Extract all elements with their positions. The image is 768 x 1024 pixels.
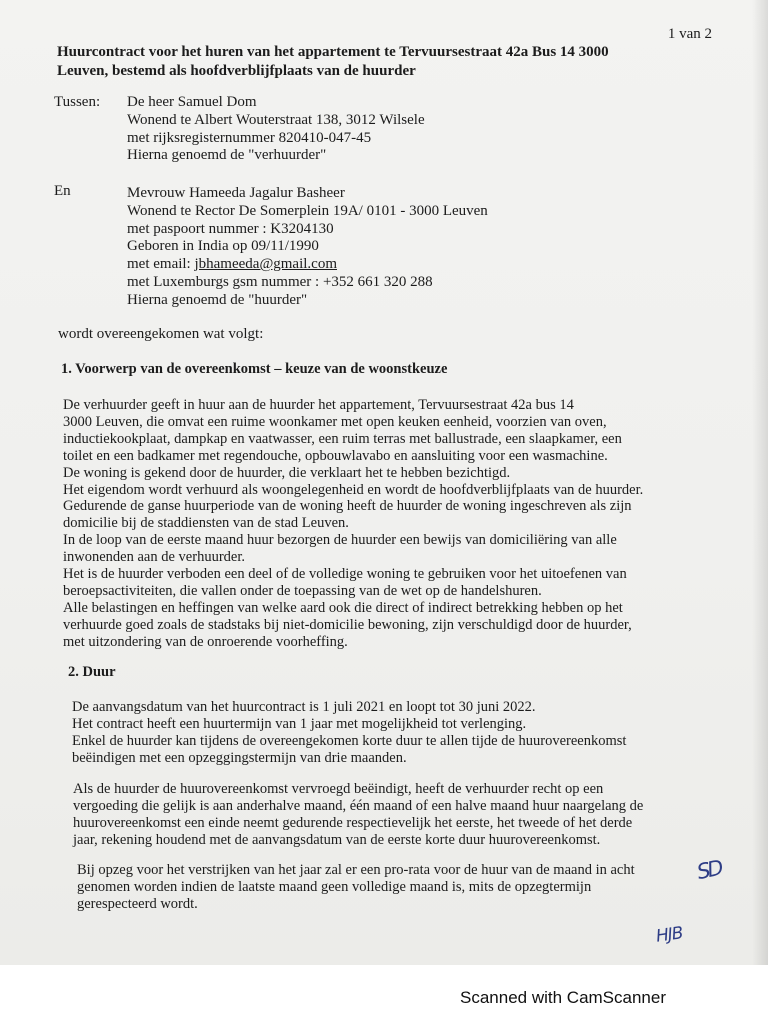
section2-line: Enkel de huurder kan tijdens de overeengekomen korte duur te allen tijde de huurovereenkomst xyxy=(72,732,627,749)
party1-label: Tussen: xyxy=(54,94,101,110)
section1-line: Het is de huurder verboden een deel of de volledige woning te gebruiken voor het uitoefenen van xyxy=(63,566,627,583)
section2-line: Het contract heeft een huurtermijn van 1 jaar met mogelijkheid tot verlenging. xyxy=(72,715,527,732)
party2-passport: met paspoort nummer : K3204130 xyxy=(127,220,334,237)
section1-line: toilet en een badkamer met regendouche, opbouwlavabo en aansluiting voor een wasmachine. xyxy=(63,447,608,464)
section2-line: gerespecteerd wordt. xyxy=(77,895,198,912)
section1-heading: 1. Voorwerp van de overeenkomst – keuze van de woonstkeuze xyxy=(61,361,448,377)
section1-line: met uitzondering van de onroerende voorheffing. xyxy=(63,633,348,650)
section2-paragraph-3 xyxy=(77,862,635,913)
section1-line: beroepsactiviteiten, die vallen onder de toepassing van de wet op de handelshuren. xyxy=(63,582,542,599)
title-line: Huurcontract voor het huren van het appartement te Tervuursestraat 42a Bus 14 3000 xyxy=(57,44,609,60)
section1-body xyxy=(63,397,643,651)
party2-email-line xyxy=(127,256,488,274)
section2-line: beëindigen met een opzeggingstermijn van drie maanden. xyxy=(72,749,407,766)
party2-birth: Geboren in India op 09/11/1990 xyxy=(127,238,319,255)
title-line: Leuven, bestemd als hoofdverblijfplaats van de huurder xyxy=(57,63,416,79)
section1-line: 3000 Leuven, die omvat een ruime woonkamer met open keuken eenheid, voorzien van oven, xyxy=(63,413,607,430)
agreement-intro: wordt overeengekomen wat volgt: xyxy=(58,326,264,342)
section1-line: domicilie bij de staddiensten van de stad Leuven. xyxy=(63,515,349,532)
section2-paragraph-2 xyxy=(73,781,643,849)
email-prefix: met email: xyxy=(127,256,195,273)
scanner-watermark: Scanned with CamScanner xyxy=(460,988,667,1007)
section2-line: huurovereenkomst een einde neemt gedurende respectievelijk het eerste, het tweede of het derde xyxy=(73,814,633,831)
party1-registry-number: met rijksregisternummer 820410-047-45 xyxy=(127,129,372,146)
party1-address: Wonend te Albert Wouterstraat 138, 3012 Wilsele xyxy=(127,111,425,128)
party2-phone: met Luxemburgs gsm nummer : +352 661 320 288 xyxy=(127,273,433,290)
section1-line: In de loop van de eerste maand huur bezorgen de huurder een bewijs van domiciliëring van alle xyxy=(63,532,617,549)
page-edge-shadow xyxy=(752,0,768,965)
section2-line: De aanvangsdatum van het huurcontract is 1 juli 2021 en loopt tot 30 juni 2022. xyxy=(72,699,536,715)
section1-line: inwonenden aan de verhuurder. xyxy=(63,549,245,566)
party2-details xyxy=(127,185,488,310)
initials-landlord-signature: SD xyxy=(694,855,723,885)
party2-role: Hierna genoemd de "huurder" xyxy=(127,291,308,308)
initials-tenant-signature: HJB xyxy=(654,923,684,947)
party1-name: De heer Samuel Dom xyxy=(127,94,257,110)
section2-paragraph-1 xyxy=(72,699,626,767)
section2-line: jaar, rekening houdend met de aanvangsdatum van de eerste korte duur huurovereenkomst. xyxy=(73,831,601,848)
section1-line: De woning is gekend door de huurder, die verklaart het te hebben bezichtigd. xyxy=(63,464,511,481)
section1-line: verhuurde goed zoals de stadstaks bij niet-domicilie bewoning, zijn verschuldigd door de huurder, xyxy=(63,616,632,633)
page-number: 1 van 2 xyxy=(667,26,712,42)
section1-line: Alle belastingen en heffingen van welke aard ook die direct of indirect betrekking hebben op het xyxy=(63,599,623,616)
section2-line: genomen worden indien de laatste maand geen volledige maand is, mits de opzegtermijn xyxy=(77,878,592,895)
section2-line: Bij opzeg voor het verstrijken van het jaar zal er een pro-rata voor de huur van de maand in acht xyxy=(77,862,635,878)
section2-line: vergoeding die gelijk is aan anderhalve maand, één maand of een halve maand huur naargelang de xyxy=(73,797,644,814)
party2-name: Mevrouw Hameeda Jagalur Basheer xyxy=(127,185,345,201)
party1-details xyxy=(127,94,425,165)
section1-line: Gedurende de ganse huurperiode van de woning heeft de huurder de woning ingeschreven als zijn xyxy=(63,498,632,515)
party2-address: Wonend te Rector De Somerplein 19A/ 0101 - 3000 Leuven xyxy=(127,202,488,219)
section1-line: De verhuurder geeft in huur aan de huurder het appartement, Tervuursestraat 42a bus 14 xyxy=(63,397,574,413)
section2-heading: 2. Duur xyxy=(68,664,116,680)
section2-line: Als de huurder de huurovereenkomst vervroegd beëindigt, heeft de verhuurder recht op een xyxy=(73,781,604,797)
email-link[interactable]: jbhameeda@gmail.com xyxy=(194,256,337,273)
party1-role: Hierna genoemd de "verhuurder" xyxy=(127,147,327,164)
section1-line: inductiekookplaat, dampkap en vaatwasser, een ruim terras met ballustrade, een slaapkamer, een xyxy=(63,430,622,447)
section1-line: Het eigendom wordt verhuurd als woongelegenheid en wordt de hoofdverblijfplaats van de huurder. xyxy=(63,481,644,498)
party2-label: En xyxy=(54,183,71,199)
document-title xyxy=(57,43,609,81)
